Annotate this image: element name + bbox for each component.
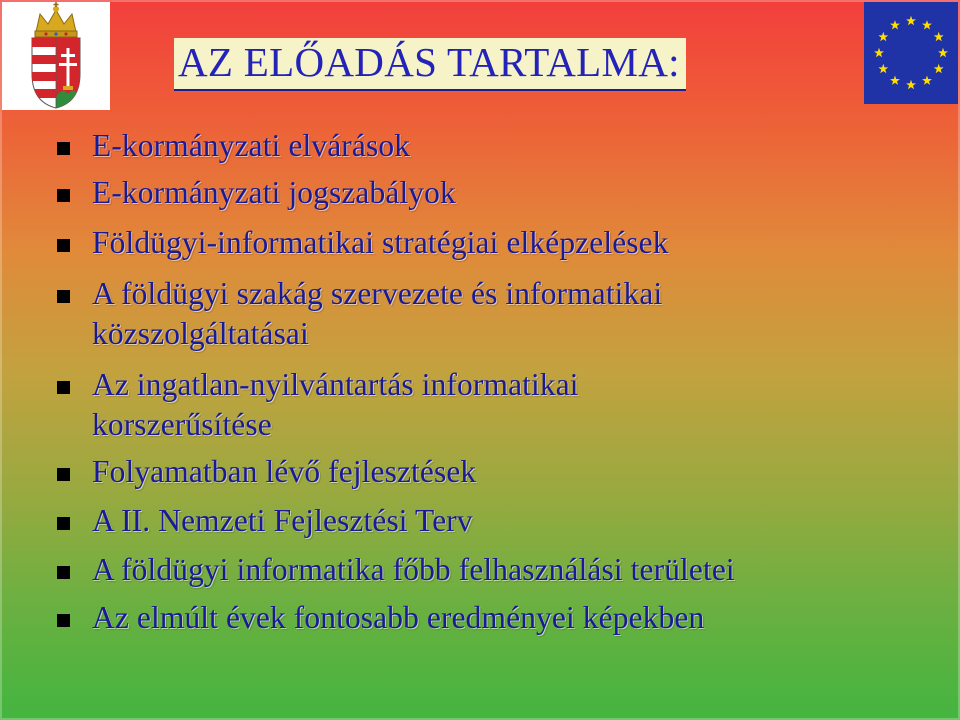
- bullet-marker-7: [57, 517, 70, 530]
- bullet-item-7: A II. Nemzeti Fejlesztési Terv: [92, 503, 473, 538]
- bullet-item-4-line-2: közszolgáltatásai: [92, 316, 309, 351]
- bullet-marker-2: [57, 189, 70, 202]
- eu-star-icon: [890, 76, 900, 85]
- bullet-marker-8: [57, 566, 70, 579]
- bullet-marker-3: [57, 239, 70, 252]
- eu-star-icon: [878, 32, 888, 41]
- bullet-item-9: Az elmúlt évek fontosabb eredményei képekben: [92, 600, 705, 635]
- bullet-marker-9: [57, 614, 70, 627]
- eu-flag-icon: [864, 2, 958, 104]
- hungarian-coat-of-arms-icon: [2, 2, 110, 110]
- eu-star-icon: [874, 48, 884, 57]
- eu-star-icon: [906, 16, 916, 25]
- eu-star-icon: [934, 64, 944, 73]
- bullet-item-3: Földügyi-informatikai stratégiai elképzelések: [92, 225, 669, 260]
- eu-star-icon: [938, 48, 948, 57]
- eu-star-icon: [906, 80, 916, 89]
- bullet-item-6: Folyamatban lévő fejlesztések: [92, 454, 477, 489]
- bullet-marker-5: [57, 381, 70, 394]
- bullet-item-4-line-1: A földügyi szakág szervezete és informatikai: [92, 276, 663, 311]
- eu-star-icon: [922, 76, 932, 85]
- bullet-marker-6: [57, 468, 70, 481]
- eu-star-icon: [890, 20, 900, 29]
- page-title: AZ ELŐADÁS TARTALMA:: [174, 38, 686, 91]
- eu-star-icon: [934, 32, 944, 41]
- bullet-item-2: E-kormányzati jogszabályok: [92, 175, 456, 210]
- bullet-marker-1: [57, 142, 70, 155]
- bullet-item-5-line-1: Az ingatlan-nyilvántartás informatikai: [92, 367, 579, 402]
- eu-star-icon: [922, 20, 932, 29]
- eu-star-icon: [878, 64, 888, 73]
- bullet-marker-4: [57, 290, 70, 303]
- bullet-item-8: A földügyi informatika főbb felhasználási területei: [92, 552, 735, 587]
- bullet-item-5-line-2: korszerűsítése: [92, 407, 272, 442]
- bullet-item-1: E-kormányzati elvárások: [92, 128, 411, 163]
